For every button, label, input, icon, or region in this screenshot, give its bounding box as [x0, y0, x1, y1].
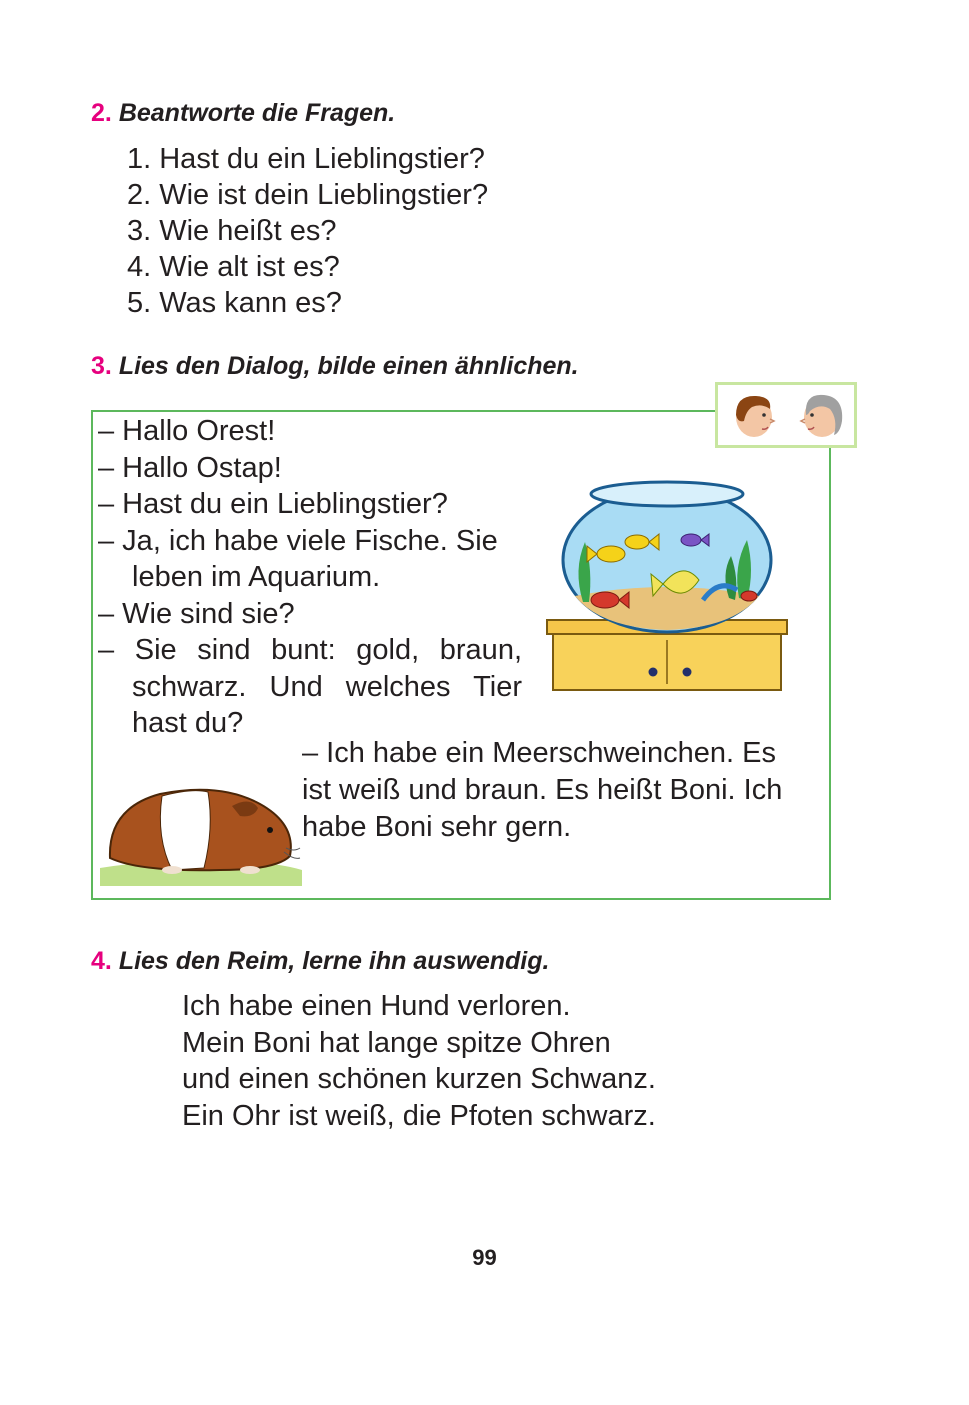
- dialog-line-3: – Hast du ein Lieblingstier?: [98, 488, 448, 520]
- answer-line-1: – Ich habe ein Meerschweinchen. Es: [302, 737, 776, 769]
- rhyme-line-3: und einen schönen kurzen Schwanz.: [182, 1063, 656, 1095]
- question-5: 5. Was kann es?: [127, 287, 342, 319]
- answer-line-3: habe Boni sehr gern.: [302, 811, 572, 843]
- dialog-line-5: leben im Aquarium.: [132, 561, 381, 593]
- task-3-number: 3.: [91, 352, 112, 380]
- task-3-heading: [91, 352, 579, 381]
- dialog-line-7: – Sie sind bunt: gold, braun,: [98, 634, 522, 666]
- guinea-pig-illustration: [100, 778, 302, 886]
- task-3-instruction: Lies den Dialog, bilde einen ähnlichen.: [118, 352, 579, 380]
- question-4: 4. Wie alt ist es?: [127, 251, 340, 283]
- rhyme-line-1: Ich habe einen Hund verloren.: [182, 990, 571, 1022]
- two-heads-talking-icon: [715, 382, 857, 448]
- question-list: [127, 141, 488, 321]
- task-4-instruction: Lies den Reim, lerne ihn auswendig.: [118, 947, 550, 975]
- task-2-number: 2.: [91, 99, 112, 127]
- dialog-line-9: hast du?: [132, 707, 244, 739]
- answer-text: [302, 735, 782, 846]
- page-number: 99: [472, 1245, 497, 1270]
- question-3: 3. Wie heißt es?: [127, 215, 337, 247]
- question-1: 1. Hast du ein Lieblingstier?: [127, 143, 485, 175]
- dialog-line-4: – Ja, ich habe viele Fische. Sie: [98, 524, 498, 557]
- aquarium-illustration: [543, 470, 793, 695]
- dialog-line-8: schwarz. Und welches Tier: [132, 670, 522, 703]
- dialog-line-1: – Hallo Orest!: [98, 415, 276, 447]
- dialog-text: [98, 413, 522, 742]
- task-4-heading: [91, 947, 549, 976]
- rhyme-line-4: Ein Ohr ist weiß, die Pfoten schwarz.: [182, 1099, 656, 1132]
- answer-line-2: ist weiß und braun. Es heißt Boni. Ich: [302, 774, 783, 806]
- rhyme-text: [182, 988, 656, 1134]
- dialog-line-2: – Hallo Ostap!: [98, 451, 282, 484]
- task-2-instruction: Beantworte die Fragen.: [118, 99, 396, 127]
- rhyme-line-2: Mein Boni hat lange spitze Ohren: [182, 1026, 611, 1059]
- task-4-number: 4.: [91, 947, 112, 975]
- question-2: 2. Wie ist dein Lieblingstier?: [127, 179, 489, 211]
- task-2-heading: [91, 99, 395, 128]
- dialog-line-6: – Wie sind sie?: [98, 597, 295, 630]
